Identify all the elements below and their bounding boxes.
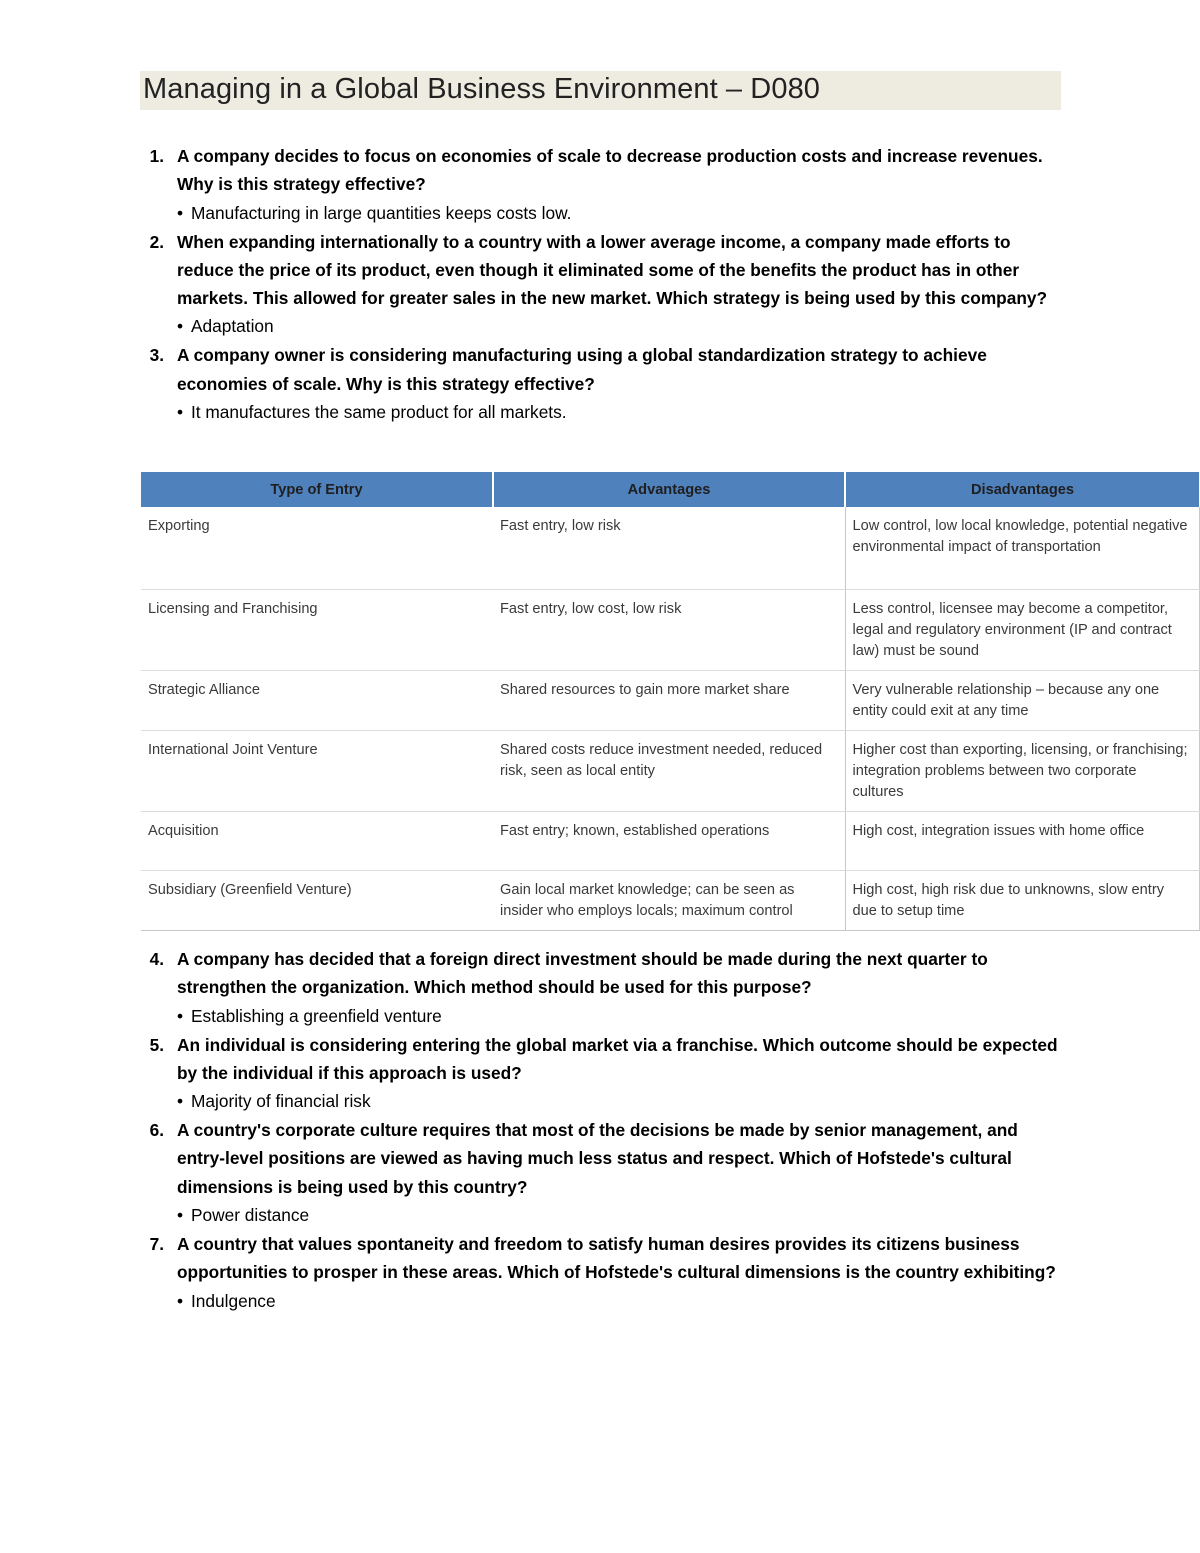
table-cell: Licensing and Franchising: [141, 589, 493, 670]
answer-text: Adaptation: [191, 316, 274, 337]
question-3: [140, 341, 1070, 398]
question-6: [140, 1116, 1070, 1201]
entry-types-table: [141, 472, 1200, 931]
table-cell: Strategic Alliance: [141, 670, 493, 730]
table-cell: Fast entry, low risk: [493, 507, 845, 589]
table-row: [141, 507, 1199, 589]
table-cell: Gain local market knowledge; can be seen as insider who employs locals; maximum control: [493, 870, 845, 930]
question-7: [140, 1230, 1070, 1287]
answer-text: Indulgence: [191, 1290, 276, 1311]
question-5: [140, 1031, 1070, 1088]
answer-1: [140, 199, 1070, 228]
table-cell: High cost, high risk due to unknowns, slow entry due to setup time: [845, 870, 1199, 930]
bullet-icon: •: [177, 316, 184, 337]
table-cell: Very vulnerable relationship – because any one entity could exit at any time: [845, 670, 1199, 730]
table-row: [141, 730, 1199, 811]
answer-text: Power distance: [191, 1205, 310, 1226]
table-cell: Shared costs reduce investment needed, reduced risk, seen as local entity: [493, 730, 845, 811]
question-text: A country that values spontaneity and freedom to satisfy human desires provides its citizens business opportunities to prosper in these areas. Which of Hofstede's cultural dimensions is the country exhibiting?: [177, 1234, 1056, 1283]
answer-text: Majority of financial risk: [191, 1091, 371, 1112]
table-cell: Low control, low local knowledge, potential negative environmental impact of transportation: [845, 507, 1199, 589]
answer-6: [140, 1201, 1070, 1230]
question-text: A company has decided that a foreign direct investment should be made during the next quarter to strengthen the organization. Which method should be used for this purpose?: [177, 949, 988, 998]
question-text: A country's corporate culture requires that most of the decisions be made by senior management, and entry-level positions are viewed as having much less status and respect. Which of Hofstede's cultural dimensions is being used by this country?: [177, 1120, 1018, 1197]
column-header: Disadvantages: [845, 472, 1199, 507]
table-cell: Shared resources to gain more market share: [493, 670, 845, 730]
question-1: [140, 142, 1070, 199]
table-header-row: [141, 472, 1199, 507]
column-header: Type of Entry: [141, 472, 493, 507]
table-cell: Subsidiary (Greenfield Venture): [141, 870, 493, 930]
question-number: 5.: [149, 1034, 164, 1055]
question-text: A company owner is considering manufacturing using a global standardization strategy to achieve economies of scale. Why is this strategy effective?: [177, 345, 987, 394]
question-number: 6.: [149, 1120, 164, 1141]
answer-3: [140, 398, 1070, 427]
question-list-part1: [140, 142, 1070, 427]
answer-text: Manufacturing in large quantities keeps costs low.: [191, 202, 572, 223]
page-title: Managing in a Global Business Environment – D080: [143, 73, 821, 105]
question-number: 2.: [149, 231, 164, 252]
table-cell: Fast entry, low cost, low risk: [493, 589, 845, 670]
table-cell: Fast entry; known, established operations: [493, 811, 845, 870]
answer-7: [140, 1287, 1070, 1316]
bullet-icon: •: [177, 1205, 184, 1226]
table-cell: International Joint Venture: [141, 730, 493, 811]
bullet-icon: •: [177, 1005, 184, 1026]
question-number: 1.: [149, 146, 164, 166]
bullet-icon: •: [177, 1290, 184, 1311]
answer-4: [140, 1002, 1070, 1031]
answer-2: [140, 312, 1070, 341]
question-number: 3.: [149, 345, 164, 366]
table-cell: Exporting: [141, 507, 493, 589]
question-2: [140, 228, 1070, 313]
question-text: When expanding internationally to a country with a lower average income, a company made efforts to reduce the price of its product, even though it eliminated some of the benefits the product has in other markets. This allowed for greater sales in the new market. Which strategy is being used by this company?: [177, 231, 1048, 309]
table-row: [141, 670, 1199, 730]
table-row: [141, 589, 1199, 670]
question-4: [140, 945, 1070, 1002]
answer-5: [140, 1087, 1070, 1116]
answer-text: It manufactures the same product for all markets.: [191, 402, 567, 423]
bullet-icon: •: [177, 402, 184, 423]
table-cell: Acquisition: [141, 811, 493, 870]
question-list-part2: [140, 945, 1070, 1316]
question-text: A company decides to focus on economies of scale to decrease production costs and increase revenues. Why is this strategy effective?: [177, 146, 1043, 195]
table-cell: High cost, integration issues with home office: [845, 811, 1199, 870]
question-number: 4.: [149, 949, 164, 969]
question-number: 7.: [149, 1234, 164, 1255]
table-row: [141, 811, 1199, 870]
bullet-icon: •: [177, 202, 184, 223]
table-row: [141, 870, 1199, 930]
answer-text: Establishing a greenfield venture: [191, 1005, 442, 1026]
table-cell: Higher cost than exporting, licensing, or franchising; integration problems between two corporate cultures: [845, 730, 1199, 811]
bullet-icon: •: [177, 1091, 184, 1112]
question-text: An individual is considering entering the global market via a franchise. Which outcome should be expected by the individual if this approach is used?: [177, 1034, 1058, 1083]
column-header: Advantages: [493, 472, 845, 507]
title-bar: [140, 71, 1061, 110]
table-cell: Less control, licensee may become a competitor, legal and regulatory environment (IP and contract law) must be sound: [845, 589, 1199, 670]
